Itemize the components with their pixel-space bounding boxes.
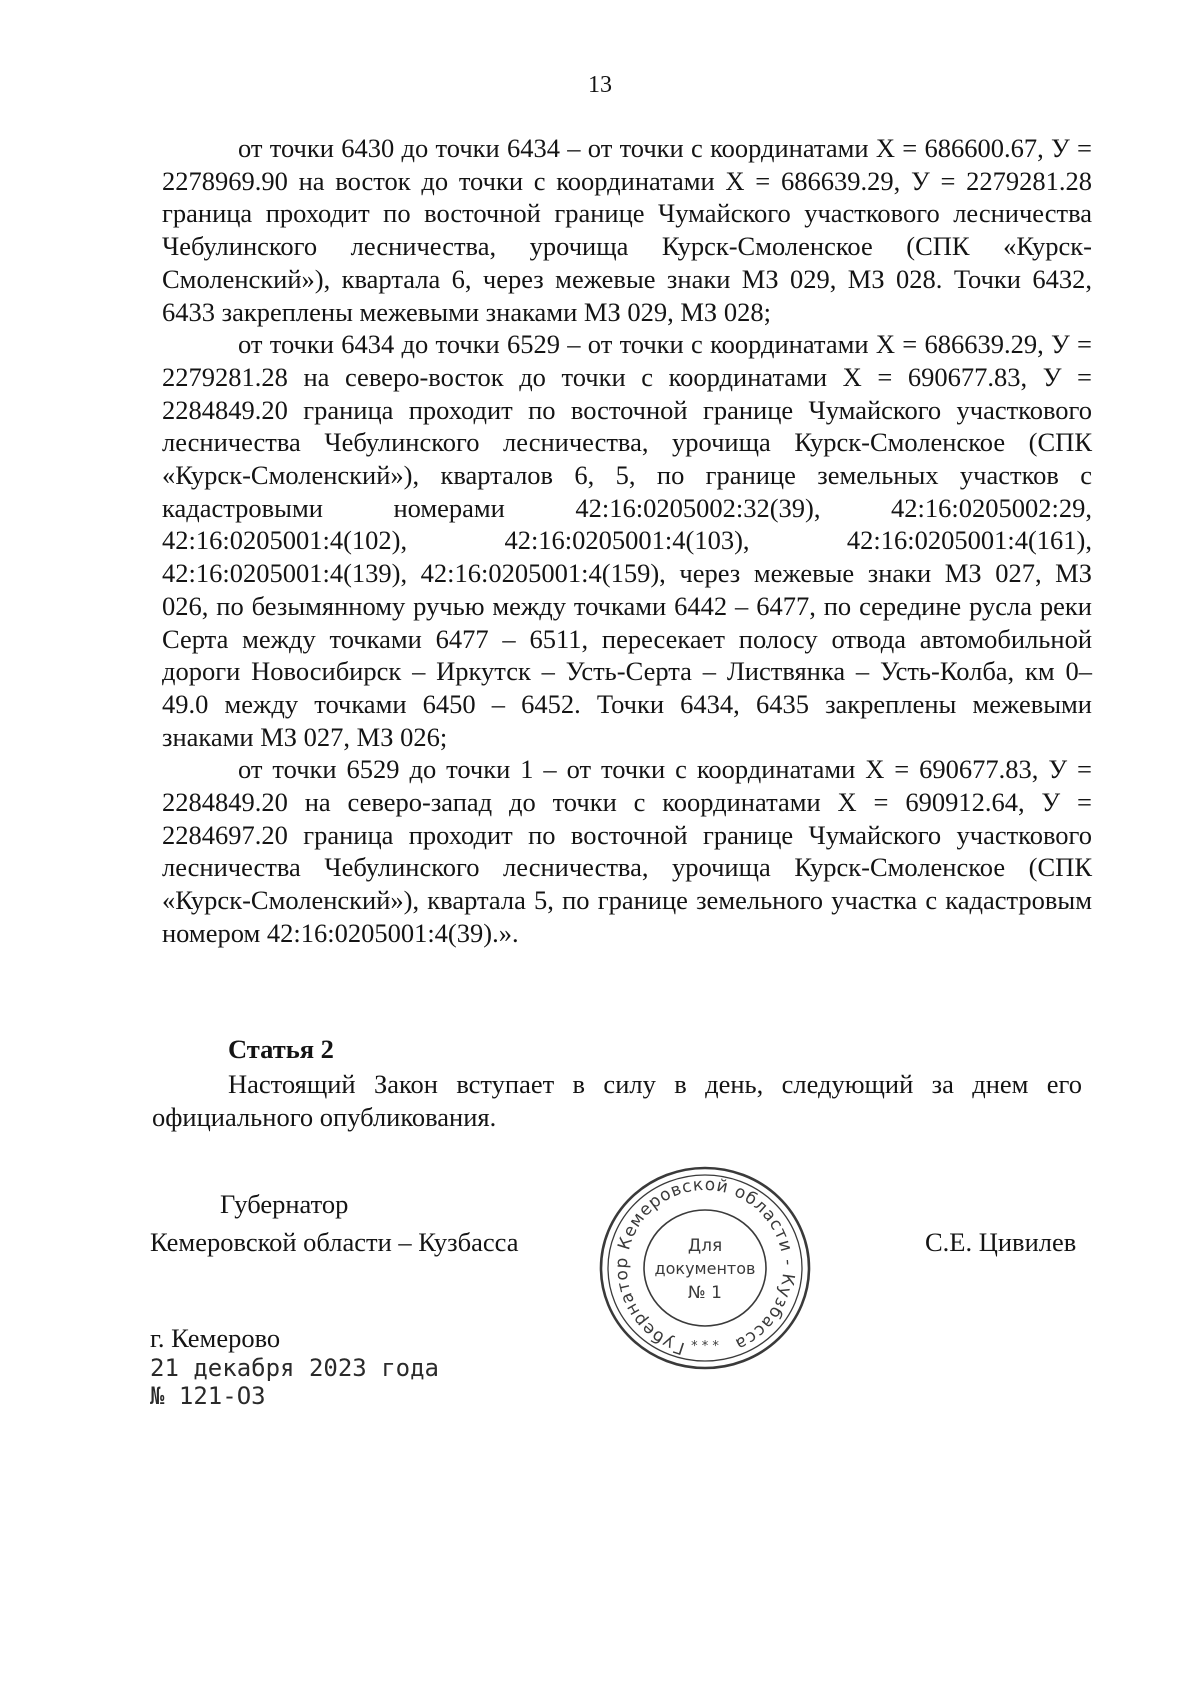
paragraph-boundary-6434-6529: от точки 6434 до точки 6529 – от точки с координатами Х = 686639.29, У = 2279281.28 на северо-восток до точки с координатами Х = 690677.83, У = 2284849.20 граница проходит по восточной границе Чумайского участкового лесничества Чебулинского лесничества, урочища Курск-Смоленское (СПК «Курск-Смоленский»), кварталов 6, 5, по границе земельных участков с кадастровыми номерами 42:16:0205002:32(39), 42:16:0205002:29, 42:16:0205001:4(102), 42:16:0205001:4(103), 42:16:0205001:4(161), 42:16:0205001:4(139), 42:16:0205001:4(159), через межевые знаки МЗ 027, МЗ 026, по безымянному ручью между точками 6442 – 6477, по середине русла реки Серта между точками 6477 – 6511, пересекает полосу отвода автомобильной дороги Новосибирск – Иркутск – Усть-Серта – Листвянка – Усть-Колба, км 0–49.0 между точками 6450 – 6452. Точки 6434, 6435 закреплены межевыми знаками МЗ 027, МЗ 026; <box>162 329 1092 752</box>
paragraph-boundary-6529-1: от точки 6529 до точки 1 – от точки с координатами Х = 690677.83, У = 2284849.20 на северо-запад до точки с координатами Х = 690912.64, У = 2284697.20 граница проходит по восточной границе Чумайского участкового лесничества Чебулинского лесничества, урочища Курск-Смоленское (СПК «Курск-Смоленский»), квартала 5, по границе земельного участка с кадастровым номером 42:16:0205001:4(39).». <box>162 754 1092 948</box>
official-seal-stamp <box>595 1163 815 1373</box>
seal-center-line-3: № 1 <box>688 1283 722 1303</box>
seal-center-line-1: Для <box>687 1236 723 1256</box>
signer-position-title: Губернатор <box>220 1189 349 1219</box>
paragraph-boundary-6430-6434: от точки 6430 до точки 6434 – от точки с координатами Х = 686600.67, У = 2278969.90 на восток до точки с координатами Х = 686639.29, У = 2279281.28 граница проходит по восточной границе Чумайского участкового лесничества Чебулинского лесничества, урочища Курск-Смоленское (СПК «Курск-Смоленский»), квартала 6, через межевые знаки МЗ 029, МЗ 028. Точки 6432, 6433 закреплены межевыми знаками МЗ 029, МЗ 028; <box>162 133 1092 327</box>
law-number: № 121-ОЗ <box>150 1382 266 1410</box>
signer-position-region: Кемеровской области – Кузбасса <box>150 1227 519 1257</box>
signing-city: г. Кемерово <box>150 1323 281 1353</box>
signing-date: 21 декабря 2023 года <box>150 1354 439 1382</box>
page-number: 13 <box>588 72 612 98</box>
seal-stars: * * * <box>691 1339 719 1354</box>
article-text <box>152 1068 1082 1134</box>
seal-center-line-2: документов <box>654 1259 756 1278</box>
signer-name: С.Е. Цивилев <box>925 1227 1077 1257</box>
article-paragraph: Настоящий Закон вступает в силу в день, следующий за днем его официального опубликования. <box>152 1069 1082 1132</box>
article-heading: Статья 2 <box>228 1034 334 1064</box>
law-body-text <box>162 132 1092 950</box>
seal-graphic <box>595 1163 815 1373</box>
seal-ring-text-path: Губернатор Кемеровской области - Кузбасса <box>611 1174 799 1358</box>
